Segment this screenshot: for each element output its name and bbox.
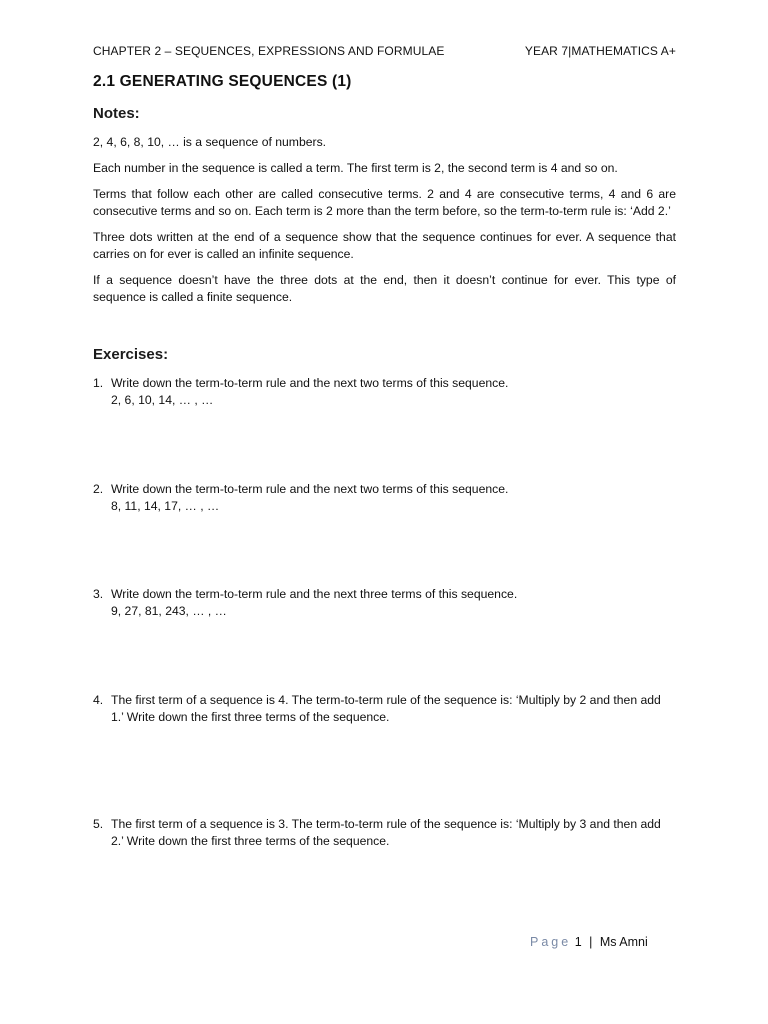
exercise-sequence: 9, 27, 81, 243, … , … — [111, 604, 227, 618]
section-title: 2.1 GENERATING SEQUENCES (1) — [93, 73, 352, 90]
header-chapter: CHAPTER 2 – SEQUENCES, EXPRESSIONS AND FORMULAE — [93, 44, 445, 58]
exercise-text: The first term of a sequence is 4. The term-to-term rule of the sequence is: ‘Multiply by 2 and then add 1.’ Write down the first three terms of the sequence. — [111, 693, 661, 724]
exercise-item — [93, 692, 676, 726]
footer-separator: | — [589, 935, 593, 949]
exercise-number: 3. — [93, 587, 104, 601]
exercise-number: 2. — [93, 482, 104, 496]
exercises-heading: Exercises: — [93, 346, 169, 363]
notes-paragraph: 2, 4, 6, 8, 10, … is a sequence of numbers. — [93, 135, 327, 149]
exercise-number: 5. — [93, 817, 104, 831]
exercise-sequence: 8, 11, 14, 17, … , … — [111, 499, 220, 513]
notes-paragraph: Three dots written at the end of a sequence show that the sequence continues for ever. A sequence that carries on for ever is called an infinite sequence. — [93, 230, 676, 261]
notes-heading: Notes: — [93, 105, 140, 122]
page-number: 1 — [574, 935, 582, 949]
page-footer — [530, 935, 648, 949]
exercise-item — [93, 375, 676, 409]
page-header — [93, 44, 676, 58]
notes-paragraph: Each number in the sequence is called a term. The first term is 2, the second term is 4 and so on. — [93, 161, 618, 175]
notes-body — [93, 134, 676, 315]
exercise-item — [93, 816, 676, 850]
exercise-text: The first term of a sequence is 3. The term-to-term rule of the sequence is: ‘Multiply by 3 and then add 2.’ Write down the first three terms of the sequence. — [111, 817, 661, 848]
header-course: YEAR 7|MATHEMATICS A+ — [524, 44, 676, 58]
exercise-item — [93, 481, 676, 515]
notes-paragraph: If a sequence doesn’t have the three dots at the end, then it doesn’t continue for ever. This type of sequence is called a finite sequence. — [93, 273, 676, 304]
exercise-sequence: 2, 6, 10, 14, … , … — [111, 393, 214, 407]
author-name: Ms Amni — [599, 935, 648, 949]
exercise-text: Write down the term-to-term rule and the next three terms of this sequence. — [111, 587, 518, 601]
page-label: Page — [530, 935, 572, 949]
exercise-number: 4. — [93, 693, 104, 707]
exercise-item — [93, 586, 676, 620]
exercise-number: 1. — [93, 376, 104, 390]
exercise-text: Write down the term-to-term rule and the next two terms of this sequence. — [111, 376, 509, 390]
notes-paragraph: Terms that follow each other are called consecutive terms. 2 and 4 are consecutive terms, 4 and 6 are consecutive terms and so on. Each term is 2 more than the term before, so the term-to-term rule is: ‘Add 2.’ — [93, 187, 676, 218]
exercise-text: Write down the term-to-term rule and the next two terms of this sequence. — [111, 482, 509, 496]
